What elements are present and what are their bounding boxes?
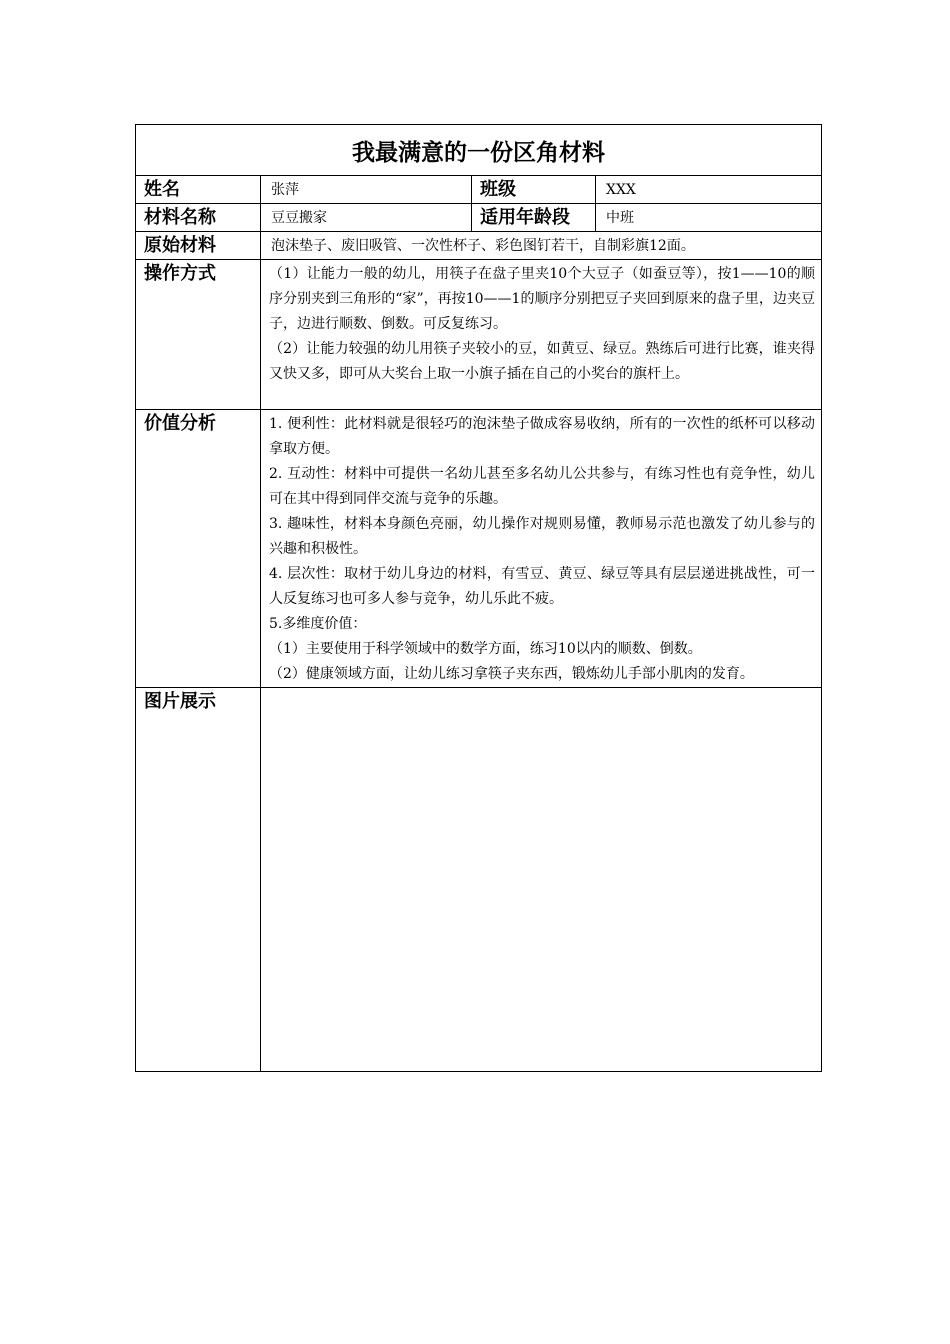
value-analysis-row [136,410,822,688]
name-class-row [136,176,822,204]
picture-area [261,688,822,1072]
operation-text [261,260,822,410]
raw-materials-value: 泡沫垫子、废旧吸管、一次性杯子、彩色图钉若干，自制彩旗12面。 [261,232,822,260]
age-group-value: 中班 [596,204,822,232]
operation-paragraph: （2）让能力较强的幼儿用筷子夹较小的豆，如黄豆、绿豆。熟练后可进行比赛，谁夹得又快又多，即可从大奖台上取一小旗子插在自己的小奖台的旗杆上。 [269,341,815,382]
raw-materials-row [136,232,822,260]
value-analysis-paragraph: （1）主要使用于科学领域中的数学方面，练习10以内的顺数、倒数。 [269,641,702,657]
class-label: 班级 [472,176,596,204]
value-analysis-paragraph: 1. 便利性：此材料就是很轻巧的泡沫垫子做成容易收纳，所有的一次性的纸杯可以移动拿取方便。 [269,416,815,457]
value-analysis-paragraph: 2. 互动性：材料中可提供一名幼儿甚至多名幼儿公共参与，有练习性也有竞争性，幼儿可在其中得到同伴交流与竞争的乐趣。 [269,466,815,507]
name-value: 张萍 [261,176,472,204]
value-analysis-paragraph: （2）健康领域方面，让幼儿练习拿筷子夹东西，锻炼幼儿手部小肌肉的发育。 [269,666,754,682]
form-title: 我最满意的一份区角材料 [136,125,822,176]
material-form-table [135,124,822,1072]
value-analysis-paragraph: 3. 趣味性，材料本身颜色亮丽，幼儿操作对规则易懂，教师易示范也激发了幼儿参与的兴趣和积极性。 [269,516,815,557]
value-analysis-label: 价值分析 [136,410,261,688]
title-row [136,125,822,176]
age-group-label: 适用年龄段 [472,204,596,232]
value-analysis-paragraph: 4. 层次性：取材于幼儿身边的材料，有雪豆、黄豆、绿豆等具有层层递进挑战性，可一人反复练习也可多人参与竞争，幼儿乐此不疲。 [269,566,815,607]
value-analysis-paragraph: 5.多维度价值： [269,616,367,632]
material-name-value: 豆豆搬家 [261,204,472,232]
material-age-row [136,204,822,232]
picture-label: 图片展示 [136,688,261,1072]
name-label: 姓名 [136,176,261,204]
value-analysis-text [261,410,822,688]
operation-label: 操作方式 [136,260,261,410]
class-value: XXX [596,176,822,204]
raw-materials-label: 原始材料 [136,232,261,260]
picture-row [136,688,822,1072]
operation-row [136,260,822,410]
material-name-label: 材料名称 [136,204,261,232]
operation-paragraph: （1）让能力一般的幼儿，用筷子在盘子里夹10个大豆子（如蚕豆等），按1——10的顺序分别夹到三角形的“家”，再按10——1的顺序分别把豆子夹回到原来的盘子里，边夹豆子，边进行顺数、倒数。可反复练习。 [269,266,815,332]
